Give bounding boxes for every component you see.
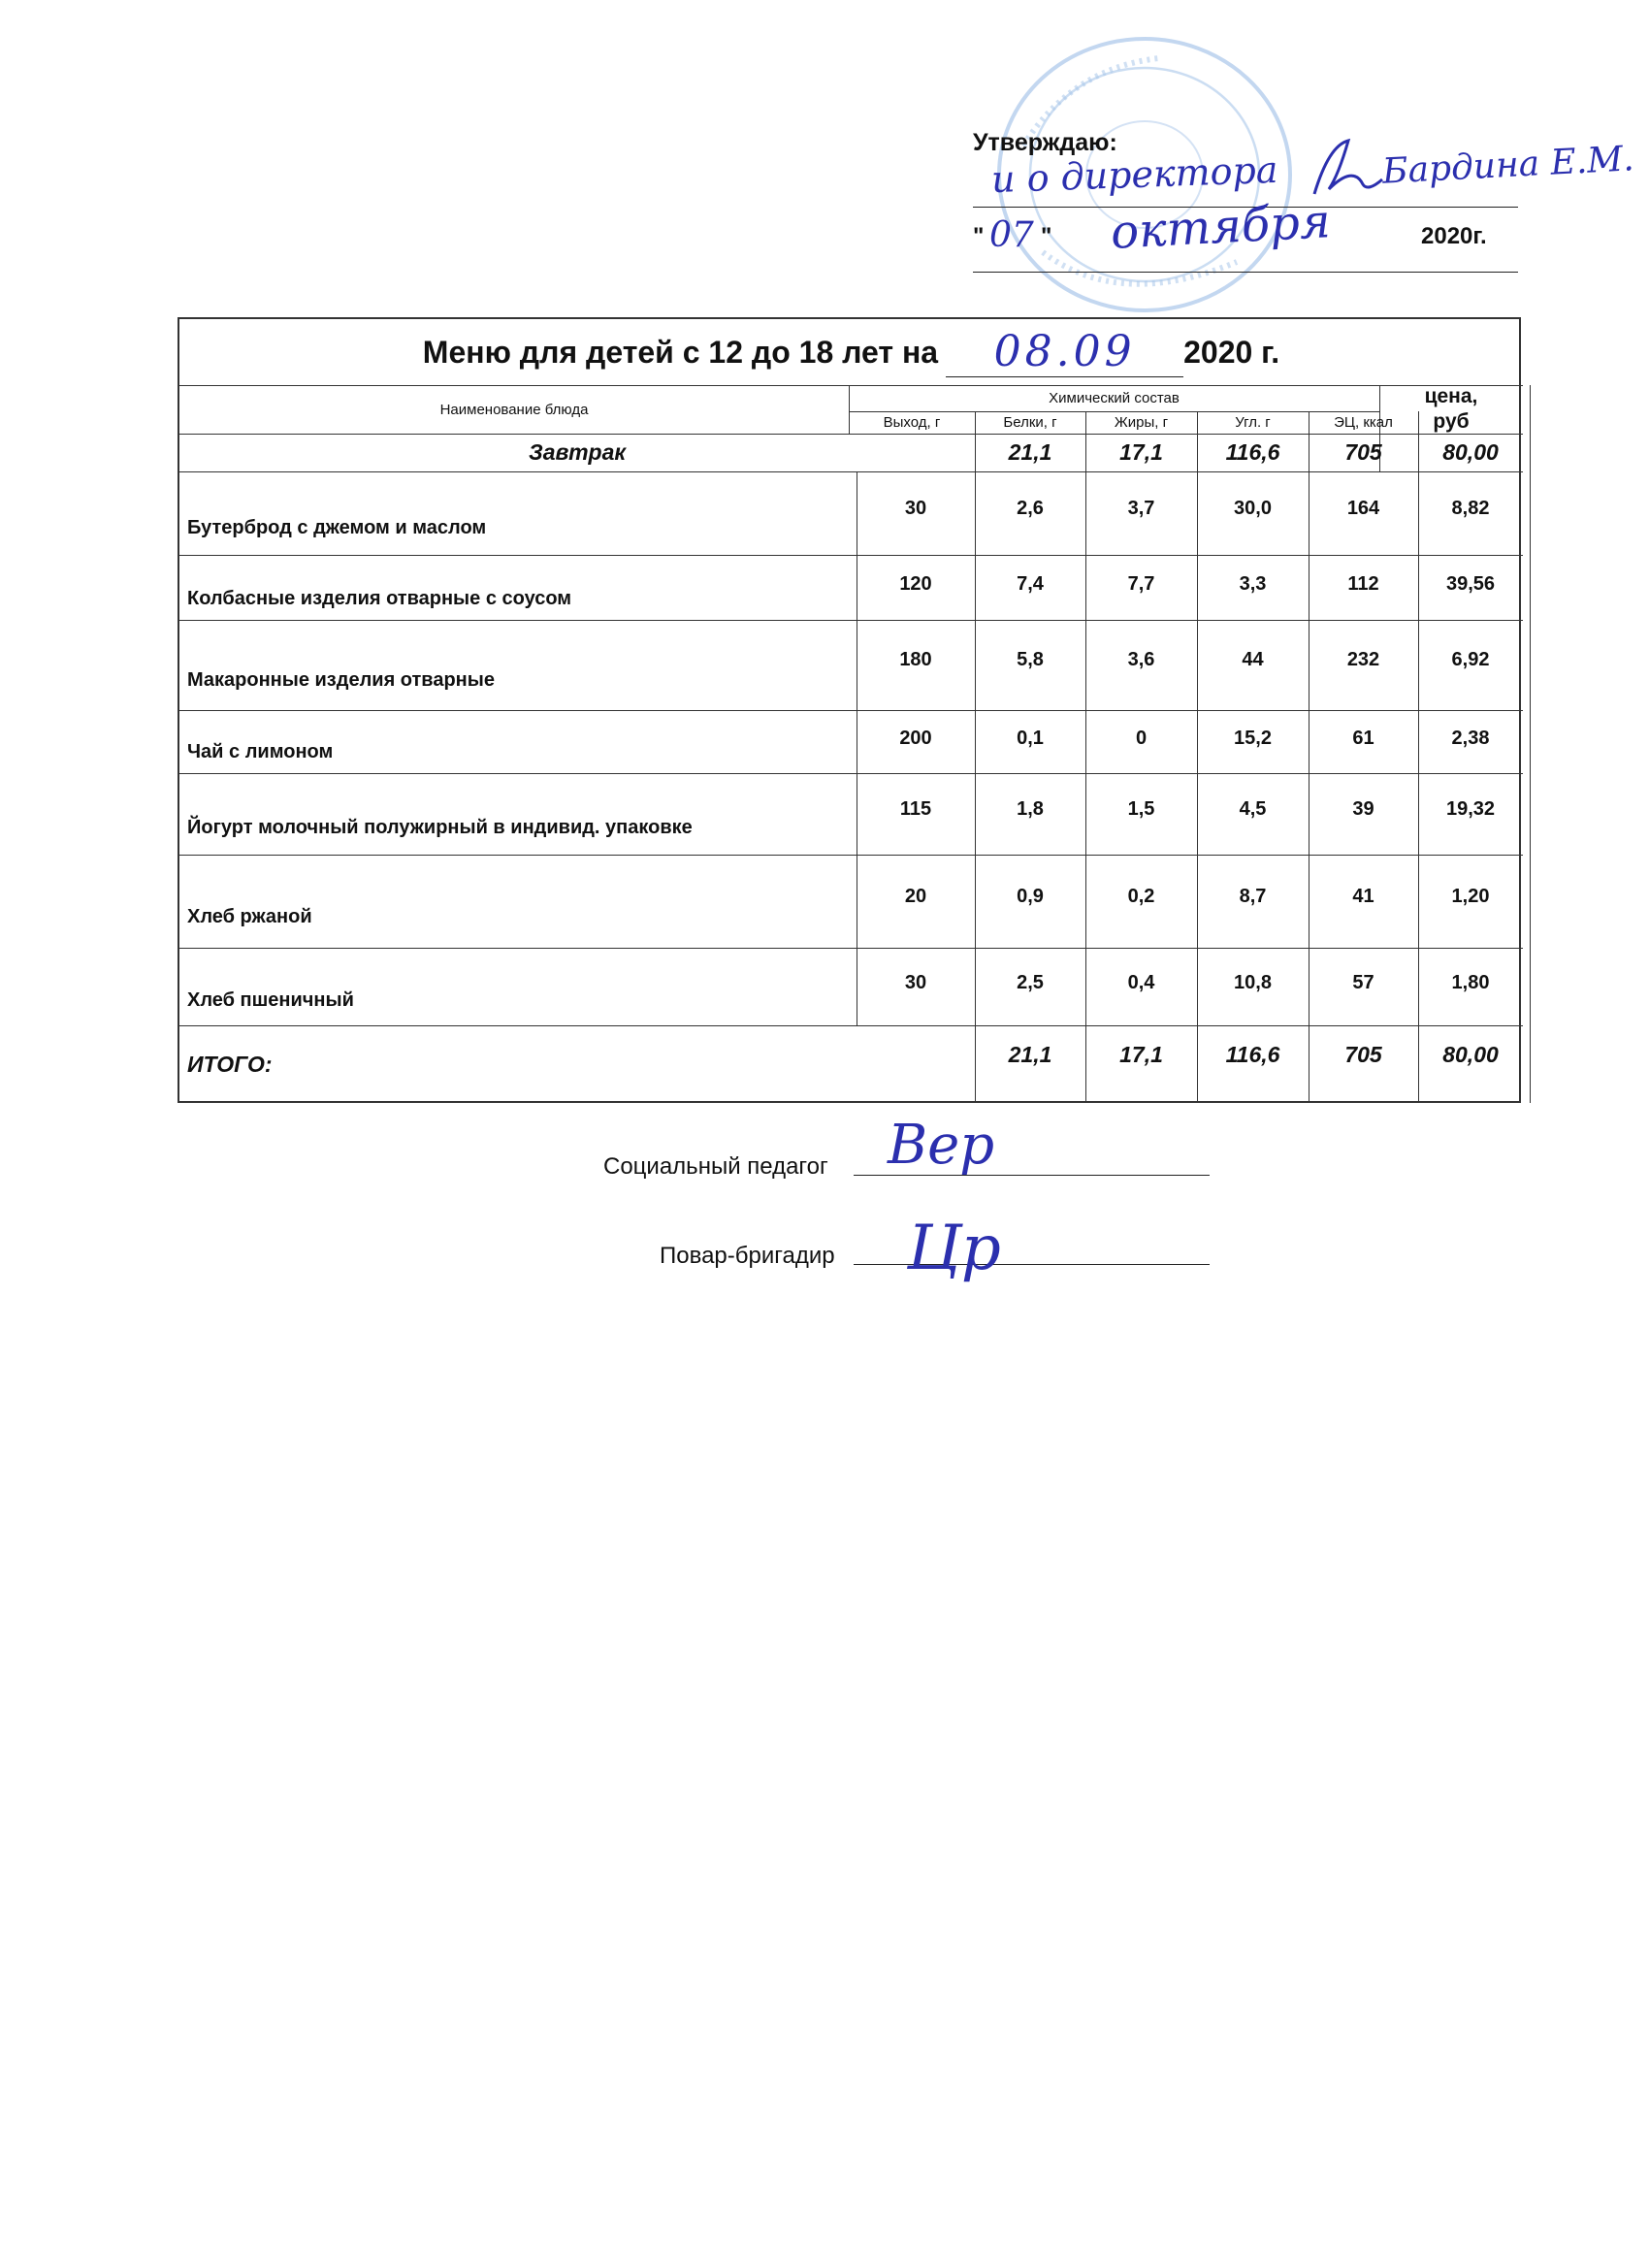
- dish-protein: 5,8: [1017, 649, 1044, 671]
- dish-energy: 61: [1352, 727, 1374, 749]
- dish-fat: 0,4: [1127, 971, 1155, 993]
- table-rule: [179, 948, 1523, 949]
- dish-carb: 15,2: [1234, 727, 1272, 749]
- dish-protein: 2,6: [1017, 498, 1044, 520]
- title-suffix: 2020 г.: [1183, 334, 1280, 370]
- dish-protein: 0,1: [1017, 727, 1044, 749]
- dish-price: 2,38: [1451, 727, 1490, 749]
- dish-price: 39,56: [1445, 572, 1496, 595]
- approval-name-handwritten: Бардина Е.М.: [1381, 139, 1635, 192]
- dish-fat: 0: [1135, 727, 1148, 749]
- total-label: ИТОГО:: [187, 1051, 273, 1077]
- table-rule: [179, 471, 1523, 472]
- title-date-handwritten: 08.09: [946, 327, 1183, 377]
- dish-yield: 20: [904, 885, 927, 907]
- dish-yield: 30: [904, 971, 927, 993]
- dish-fat: 1,5: [1127, 798, 1155, 821]
- dish-energy: 232: [1346, 649, 1380, 671]
- header-energy: ЭЦ, ккал: [1334, 414, 1393, 431]
- dish-name: Йогурт молочный полужирный в индивид. упаковке: [187, 817, 693, 839]
- dish-carb: 8,7: [1239, 885, 1267, 907]
- section-fat: 17,1: [1119, 439, 1163, 465]
- section-energy: 705: [1344, 439, 1382, 465]
- header-price-line1: цена,: [1424, 385, 1478, 407]
- dish-name: Колбасные изделия отварные с соусом: [187, 587, 572, 609]
- header-chem: Химический состав: [1049, 390, 1180, 406]
- cook-signature: Цр: [907, 1213, 1001, 1284]
- dish-yield: 30: [904, 498, 927, 520]
- header-protein: Белки, г: [1003, 414, 1057, 431]
- dish-name: Бутерброд с джемом и маслом: [187, 516, 487, 538]
- table-rule: [179, 555, 1523, 556]
- dish-energy: 39: [1352, 798, 1374, 821]
- dish-energy: 112: [1347, 572, 1379, 595]
- section-carb: 116,6: [1225, 439, 1280, 465]
- section-name: Завтрак: [528, 439, 627, 465]
- dish-yield: 180: [899, 649, 932, 671]
- dish-price: 19,32: [1445, 798, 1496, 821]
- dish-protein: 2,5: [1017, 971, 1044, 993]
- header-carb: Угл. г: [1235, 414, 1271, 431]
- header-yield: Выход, г: [883, 414, 941, 431]
- approval-day-handwritten: 07: [989, 215, 1034, 255]
- total-fat: 17,1: [1119, 1041, 1163, 1067]
- table-title: [179, 319, 1523, 385]
- dish-price: 8,82: [1451, 498, 1490, 520]
- dish-protein: 1,8: [1017, 798, 1044, 821]
- social-pedagog-signature: Вер: [888, 1114, 995, 1177]
- section-protein: 21,1: [1008, 439, 1052, 465]
- table-rule: [179, 620, 1523, 621]
- title-prefix: Меню для детей с 12 до 18 лет на: [422, 334, 939, 370]
- quote-open: ": [973, 223, 985, 249]
- table-rule: [1530, 385, 1531, 1103]
- dish-name: Хлеб ржаной: [187, 906, 312, 928]
- dish-yield: 115: [899, 798, 932, 821]
- social-pedagog-label: Социальный педагог: [603, 1153, 828, 1180]
- dish-fat: 0,2: [1127, 885, 1155, 907]
- dish-carb: 30,0: [1234, 498, 1272, 520]
- dish-name: Хлеб пшеничный: [187, 988, 354, 1011]
- total-protein: 21,1: [1008, 1041, 1052, 1067]
- header-price-line2: руб: [1433, 410, 1470, 433]
- dish-carb: 10,8: [1234, 971, 1272, 993]
- dish-protein: 7,4: [1017, 572, 1044, 595]
- dish-yield: 120: [899, 572, 932, 595]
- dish-fat: 7,7: [1127, 572, 1155, 595]
- dish-carb: 44: [1242, 649, 1264, 671]
- approval-title: Утверждаю:: [973, 129, 1117, 156]
- dish-yield: 200: [899, 727, 932, 749]
- dish-energy: 41: [1352, 885, 1374, 907]
- dish-fat: 3,6: [1127, 649, 1155, 671]
- dish-fat: 3,7: [1127, 498, 1155, 520]
- quote-close: ": [1041, 223, 1052, 249]
- cook-label: Повар-бригадир: [660, 1243, 835, 1269]
- dish-price: 6,92: [1451, 649, 1490, 671]
- dish-price: 1,20: [1451, 885, 1490, 907]
- header-fat: Жиры, г: [1114, 414, 1169, 431]
- dish-carb: 3,3: [1239, 572, 1267, 595]
- table-rule: [179, 710, 1523, 711]
- dish-protein: 0,9: [1017, 885, 1044, 907]
- section-price: 80,00: [1442, 439, 1499, 465]
- table-rule: [179, 855, 1523, 856]
- dish-price: 1,80: [1451, 971, 1490, 993]
- total-price: 80,00: [1442, 1041, 1499, 1067]
- dish-carb: 4,5: [1239, 798, 1267, 821]
- table-rule: [179, 773, 1523, 774]
- approval-position-handwritten: и о директора: [990, 147, 1279, 202]
- approval-month-handwritten: октября: [1109, 194, 1332, 260]
- dish-energy: 164: [1346, 498, 1380, 520]
- approval-line-2: [973, 272, 1518, 273]
- approval-year: 2020г.: [1421, 223, 1487, 249]
- total-energy: 705: [1344, 1041, 1382, 1067]
- dish-energy: 57: [1352, 971, 1374, 993]
- menu-table: [178, 317, 1521, 1103]
- dish-name: Макаронные изделия отварные: [187, 669, 495, 692]
- header-dish: Наименование блюда: [439, 401, 589, 418]
- total-carb: 116,6: [1225, 1041, 1280, 1067]
- dish-name: Чай с лимоном: [187, 741, 334, 763]
